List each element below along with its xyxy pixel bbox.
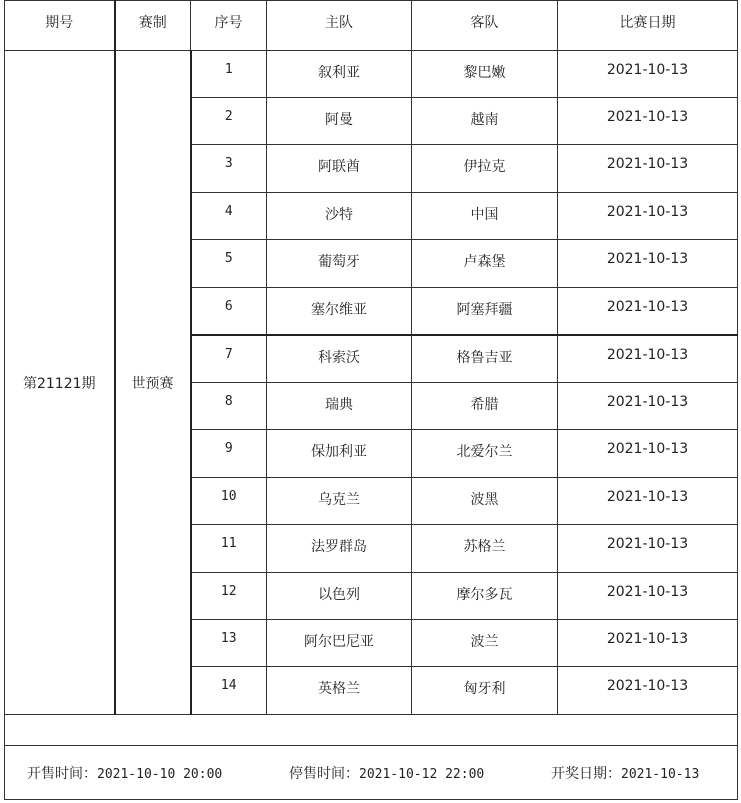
match-date-cell: 2021-10-13 [558, 288, 738, 335]
header-row [5, 1, 738, 51]
seq-cell: 4 [191, 193, 267, 240]
away-team-cell: 越南 [412, 98, 558, 145]
seq-cell: 5 [191, 240, 267, 288]
away-team-cell: 摩尔多瓦 [412, 573, 558, 620]
sale-start-time-label: 开售时间： [27, 765, 97, 782]
seq-cell: 7 [191, 335, 267, 383]
seq-cell: 9 [191, 430, 267, 478]
match-date-cell: 2021-10-13 [558, 383, 738, 430]
away-team-cell: 黎巴嫩 [412, 51, 558, 98]
match-date-cell: 2021-10-13 [558, 573, 738, 620]
header-issue: 期号 [5, 1, 115, 51]
seq-cell: 12 [191, 573, 267, 620]
match-date-cell: 2021-10-13 [558, 430, 738, 478]
header-type: 赛制 [115, 1, 191, 51]
issue-cell: 第21121期 [5, 51, 115, 715]
home-team-cell: 叙利亚 [267, 51, 412, 98]
match-date-cell: 2021-10-13 [558, 51, 738, 98]
seq-cell: 14 [191, 667, 267, 715]
match-date-cell: 2021-10-13 [558, 335, 738, 383]
away-team-cell: 波兰 [412, 620, 558, 667]
draw-date-label: 开奖日期： [551, 765, 621, 782]
home-team-cell: 阿尔巴尼亚 [267, 620, 412, 667]
sale-stop-time [289, 763, 551, 783]
home-team-cell: 法罗群岛 [267, 525, 412, 573]
home-team-cell: 阿联酋 [267, 145, 412, 193]
header-seq: 序号 [191, 1, 267, 51]
seq-cell: 6 [191, 288, 267, 335]
home-team-cell: 阿曼 [267, 98, 412, 145]
match-date-cell: 2021-10-13 [558, 193, 738, 240]
footer-row [5, 746, 738, 800]
home-team-cell: 乌克兰 [267, 478, 412, 525]
seq-cell: 10 [191, 478, 267, 525]
away-team-cell: 卢森堡 [412, 240, 558, 288]
home-team-cell: 英格兰 [267, 667, 412, 715]
away-team-cell: 波黑 [412, 478, 558, 525]
away-team-cell: 格鲁吉亚 [412, 335, 558, 383]
type-cell: 世预赛 [115, 51, 191, 715]
sale-stop-time-label: 停售时间： [289, 765, 359, 782]
blank-cell [5, 715, 738, 746]
header-away: 客队 [412, 1, 558, 51]
table-row [5, 51, 738, 98]
seq-cell: 11 [191, 525, 267, 573]
match-schedule-table [4, 0, 738, 800]
home-team-cell: 葡萄牙 [267, 240, 412, 288]
seq-cell: 13 [191, 620, 267, 667]
match-date-cell: 2021-10-13 [558, 620, 738, 667]
sale-stop-time-value: 2021-10-12 22:00 [359, 766, 485, 782]
away-team-cell: 苏格兰 [412, 525, 558, 573]
seq-cell: 1 [191, 51, 267, 98]
match-date-cell: 2021-10-13 [558, 240, 738, 288]
home-team-cell: 塞尔维亚 [267, 288, 412, 335]
home-team-cell: 沙特 [267, 193, 412, 240]
match-date-cell: 2021-10-13 [558, 478, 738, 525]
home-team-cell: 科索沃 [267, 335, 412, 383]
away-team-cell: 中国 [412, 193, 558, 240]
draw-date-value: 2021-10-13 [621, 766, 700, 782]
sale-start-time-value: 2021-10-10 20:00 [97, 766, 223, 782]
match-date-cell: 2021-10-13 [558, 525, 738, 573]
seq-cell: 2 [191, 98, 267, 145]
match-date-cell: 2021-10-13 [558, 98, 738, 145]
match-date-cell: 2021-10-13 [558, 667, 738, 715]
seq-cell: 8 [191, 383, 267, 430]
home-team-cell: 保加利亚 [267, 430, 412, 478]
away-team-cell: 伊拉克 [412, 145, 558, 193]
match-date-cell: 2021-10-13 [558, 145, 738, 193]
blank-row [5, 715, 738, 746]
sale-start-time [27, 763, 289, 783]
header-date: 比赛日期 [558, 1, 738, 51]
away-team-cell: 希腊 [412, 383, 558, 430]
away-team-cell: 阿塞拜疆 [412, 288, 558, 335]
seq-cell: 3 [191, 145, 267, 193]
away-team-cell: 北爱尔兰 [412, 430, 558, 478]
home-team-cell: 以色列 [267, 573, 412, 620]
header-home: 主队 [267, 1, 412, 51]
footer-cell [5, 746, 738, 800]
draw-date [551, 763, 699, 783]
home-team-cell: 瑞典 [267, 383, 412, 430]
away-team-cell: 匈牙利 [412, 667, 558, 715]
